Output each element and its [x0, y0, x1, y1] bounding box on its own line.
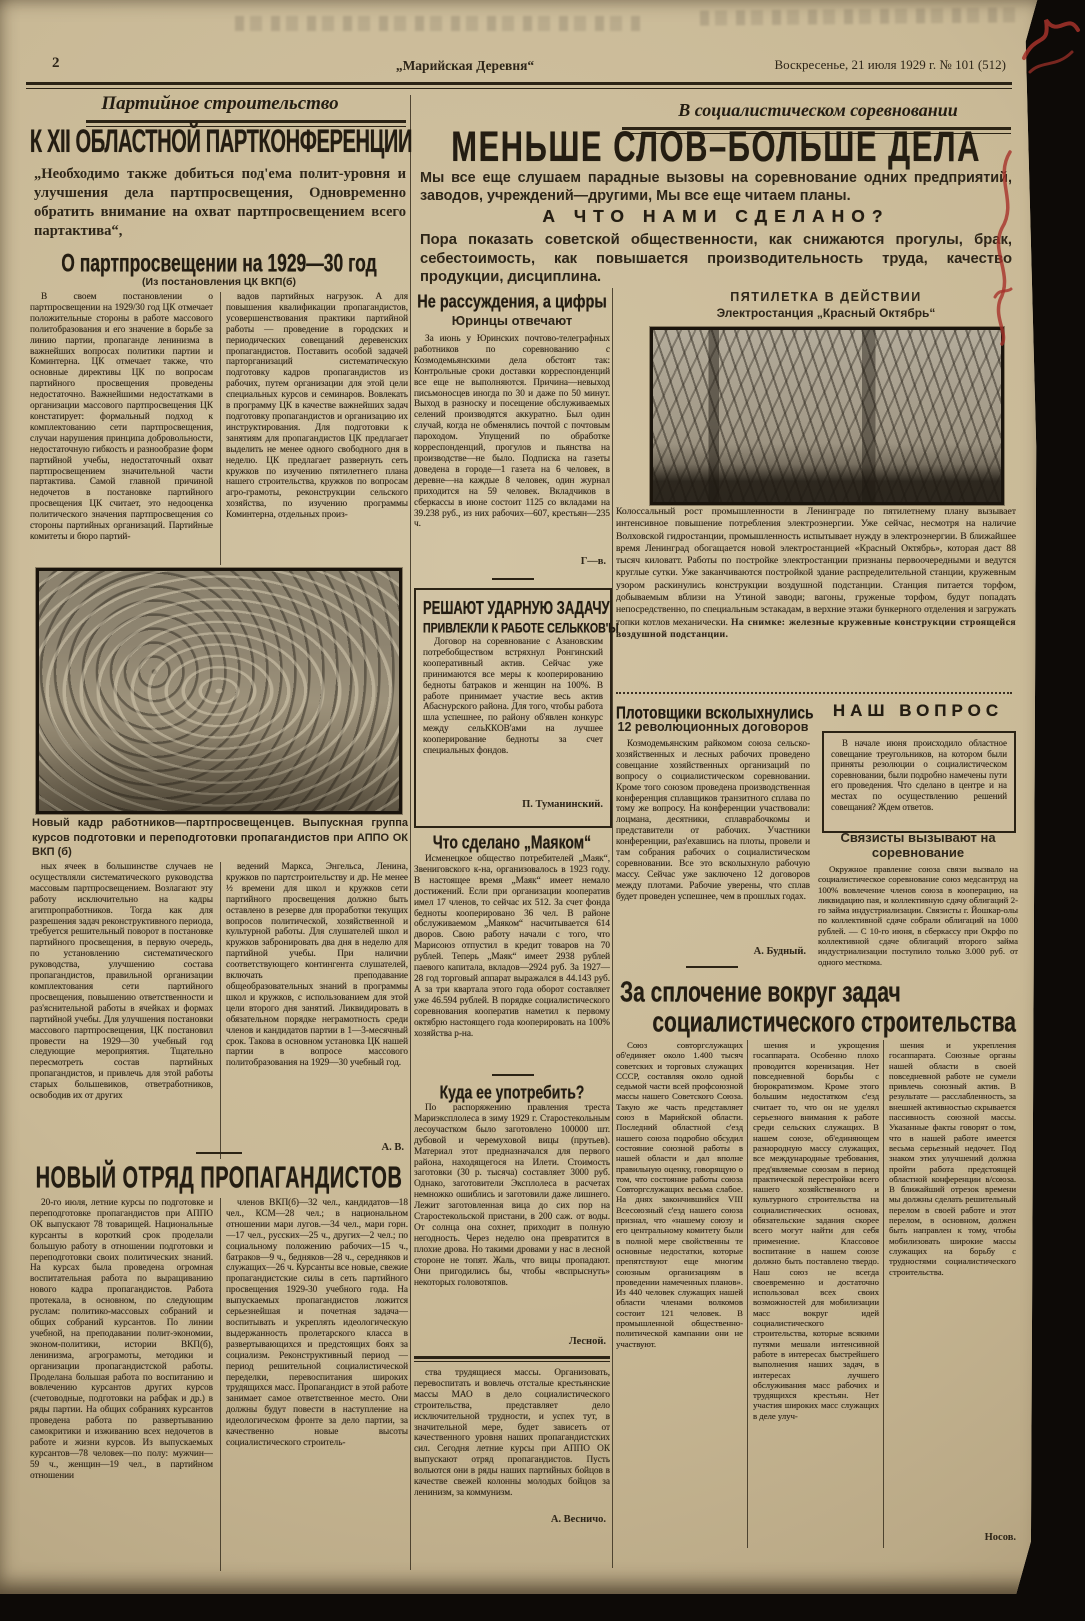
- lead-source-line: (Из постановления ЦК ВКП(б): [142, 276, 296, 288]
- red-pencil-mark: [1016, 2, 1084, 78]
- lead-signature: А. В.: [381, 1142, 404, 1153]
- rally-column-3: шения и укрепления госаппарата. Союзные органы нашей области в своей повседневной работе не сумели привлечь союзный актив. В результате — расслабленность, за внешней активностью скрывается пассивность союзной массы. Указанные факты говорят о том, что в нашей работе имеется весьма серьезный недочет. Под знаком этих улучшений должна пройти работа предстоящей областной конференции в/союза. В ближайший отрезок времени мы должны сделать решительный перелом в своей работе и этот перелом, в основном, должен быть направлен к тому, чтобы мобилизовать широкие массы служащих на борьбу с трудностями социалистического строительства.: [889, 1040, 1016, 1277]
- mayak-body: Исменецкое общество потребителей „Маяк“, Звениговского к-на, организовалось в 1923 году. В настоящее время „Маяк“ имеет немало достижений. Если при организации кооператив имел 17 членов, то сейчас их 512. За счет фонда бедноты кооперировано 36 чел. В районе обслуживаемом „Маяком“ насчитывается 614 дворов. Свою работу начали с того, что Марисоюз отпустил в кредит товаров на 70 рублей. Теперь „Маяк“ имеет 2938 рублей паевого капитала, вкладов—2924 руб. За 1927—28 год торговый аппарат выражался в 44.143 руб. А за три квартала этого года оборот составляет уже 46.594 рублей. В порядке социалистического соревнования кооператив наметил к первому октябрю настоящего года кооперировать на 100% хозяйства р-на.: [414, 854, 610, 1039]
- signalmen-body: Окружное правление союза связи вызвало на социалистическое соревнование союз медсантруд на 100% вовлечение членов союза в кооперацию, на ликвидацию пая, и коллективную сдачу облигаций 2-го займа индустриализации. Связисты г. Йошкар-олы по коллективной сдаче собрали облигаций на 1000 рублей. — С 10-го июня, в сберкассу при Окрфо по коллективной сдаче облигаций второго займа индустриализации поступило только 3.000 руб. от одного месткома.: [818, 864, 1018, 967]
- masthead-rule-thin: [26, 88, 1012, 89]
- masthead-rule-thick: [26, 82, 1012, 85]
- rally-headline-line2: социалистического строительства: [652, 1007, 1016, 1039]
- slogan-para1: Мы все еще слушаем парадные вызовы на соревнование одних предприятий, заводов, учреждений—другими, Мы все еще читаем планы.: [420, 170, 1012, 204]
- five-year-subkicker: Электростанция „Красный Октябрь“: [716, 306, 936, 320]
- figures-body: За июнь у Юринских почтово-телеграфных работников по соревнованию с Козмодемьянскими дела обстоят так: Контрольные сроки доставки корреспонденций все еще не выполняются. Причина—невыход письмоносцев иногда по 30 и даже по 50 минут. Выход в разноску и посещение обслуживаемых селений производятся аккуратно. Был один случай, когда не обменялись почтой с почтовым пароходом. Упущений по обработке корреспонденций, прогулов и пьянства на производстве—не было. Подписка на газеты доведена в городе—1 газета на 6 человек, в деревне—на каждые 8 человек, один журнал приходится на 59 человек. Вкладчиков в сберкассы в июне состоит 1125 со вкладами на 39.238 руб., из них рабочих—607, крестьян—235 ч.: [414, 334, 610, 530]
- masthead-dateline: Воскресенье, 21 июля 1929 г. № 101 (512): [774, 57, 1006, 72]
- figures-headline: Не рассуждения, а цифры: [417, 292, 607, 313]
- figures-subhead: Юринцы отвечают: [451, 313, 573, 328]
- shock-task-body: Договор на соревнование с Азановским потребобществом встряхнул Ронгинский кооперативный актив. Сейчас уже принимаются все меры к кооперированию бедноты батраков и женщин на 100%. В работе принимает участие весь актив Абаснурского района. Для того, чтобы работа шла успешнее, по району об'явлен конкурс между сельККОВ'ами на лучшее кооперирование бедноты за счет специальных фондов.: [423, 637, 603, 757]
- section-dash: [492, 578, 534, 580]
- five-year-caption: [616, 506, 1016, 690]
- page-number: 2: [52, 55, 60, 71]
- our-question-text: В начале июня происходило областное совещание треугольников, на котором были приняты резолюции о социалистическом соревновании, были подробно намечены пути его проведения. Что сделано в центре и на местах по осуществлению решений совещания? Ждем ответов.: [831, 738, 1007, 812]
- photo-caption: Новый кадр работников—партпросвещенцев. Выпускная группа курсов подготовки и переподготовки пропагандистов при АППО ОК ВКП (б): [32, 817, 408, 858]
- five-year-kicker: ПЯТИЛЕТКА В ДЕЙСТВИИ: [730, 290, 922, 304]
- new-squad-column-2: членов ВКП(б)—32 чел., кандидатов—18 чел., КСМ—28 чел.; в национальном отношении мари лугов.—34 чел., мари горн.—17 чел., русских—25 ч., других—2 чел.; по социальному положению рабочих—15 ч., батраков—9 ч., бедняков—28 ч., середняков и служащих—26 ч. Курсанты все новые, свежие пропагандистские силы в сеть партийного просвещения 1929-30 учебного года. На выпускаемых пропагандистов ложится серьезнейшая и почетная задача—воспитывать и укреплять идеологическую выдержанность пролетарского класса в развертывающихся и предстоящих боях за социализм. Реконструктивный период — период решительной социалистической переделки, перевоспитания широких трудящихся масс. Пропагандист в этой работе занимает самое ответственное место. Они должны будут повести в наступление на идеологическом фронте за дело партии, за качественно новые высоты социалистического строитель-: [226, 1198, 408, 1448]
- divider-rule: [414, 1361, 610, 1362]
- lead-column-4: ведений Маркса, Энгельса, Ленина, кружков по партстроительству и др. Не менее ½ времени для школ и кружков сети партийного просвещения должно быть оставлено в резерве для проработки текущих вопросов политической, хозяйственной и культурной работы. Для слушателей школ и кружков забронировать два дня в неделю для партийной учебы. При наличии соответствующего контингента слушателей, включать преподавание общеобразовательных знаний в программы школ и кружков, с использованием для этой цели второго дня занятий. Ликвидировать в обязательном порядке неграмотность среди членов и кандидатов партии в 1—3-месячный срок. Такова в основном установка ЦК нашей партии в вопросе массового политобразования на 1929—30 учебный год.: [226, 862, 408, 1069]
- vitsa-headline: Куда ее употребить?: [439, 1081, 585, 1103]
- power-station-photo: [650, 327, 1004, 505]
- rafters-headline: Плотовщики всколыхнулись: [616, 702, 814, 723]
- squad-continuation: ства трудящиеся массы. Организовать, перевоспитать и вовлечь отсталые крестьянские массы МАО в дело социалистического строительства, представляет дело исключительной трудности, и успех тут, в значительной мере, будет зависеть от качественного уровня наших пропагандистских сил. Сегодня летние курсы при АППО ОК выпускают отряд пропагандистов. Пусть вольются они в ряды наших партийных бойцов в качестве свежей колонны молодых бойцов за ленинизм, за коммунизм.: [414, 1368, 610, 1498]
- bleed-through-text: [235, 16, 645, 31]
- shock-task-headline: РЕШАЮТ УДАРНУЮ ЗАДАЧУ: [423, 597, 610, 619]
- red-pencil-mark: [986, 148, 1022, 346]
- rafters-signature: А. Будный.: [753, 946, 806, 957]
- mayak-headline: Что сделано „Маяком“: [432, 831, 592, 853]
- rally-headline-line1: За сплочение вокруг задач: [620, 977, 901, 1009]
- column-rule: [220, 862, 221, 1159]
- column-rule: [612, 288, 613, 1568]
- masthead-title: „Марийская Деревня“: [395, 58, 535, 73]
- slogan-headline: МЕНЬШЕ СЛОВ–БОЛЬШЕ ДЕЛА: [451, 124, 981, 172]
- rafters-headline2: 12 революционных договоров: [617, 720, 809, 734]
- lead-column-2: вадов партийных нагрузок. А для повышения квалификации пропагандистов, усовершенствования практики партийной работы — проведение в городских и периодических совещаний деревенских пропагандистов. Поставить особой задачей парторганизаций систематическую подготовку кадров пропагандистов из рабочих, путем организации для этой цели специальных курсов и семинаров. Вовлекать в программу ЦК в качестве важнейших задач подготовку пропагандистов и организацию их инструктирования. Для подготовки к занятиям для пропагандистов ЦК предлагает выделить не менее одного свободного дня в неделю. ЦК предлагает развернуть сеть кружков по изучению пятилетнего плана нашего строительства, кружков по вопросам агро-грамоты, реконструкции сельского хозяйства, по изучению программы Коминтерна, отдельных произ-: [226, 292, 408, 521]
- rafters-body: Козмодемьянским райкомом союза сельско-хозяйственных и лесных рабочих проведено совещание хозяйственных организаций по вопросу о социалистическом соревновании. Кроме того союзом проведена производственная конференция сплавщиков транзитного сплава по тому же вопросу. На конференции участвовали: лоцмана, десятники, сплаврабочкомы и представители от рабочих. Участники конференции, раз'ехавшись на плоты, провели и там собрания рабочих о социалистическом соревновании. Все это всколыхнуло рабочую массу. Сейчас уже заключено 12 договоров между плотами. Рабочие уверены, что сплав будет проведен успешнее, чем в прошлых годах.: [616, 739, 810, 902]
- section-dash: [686, 966, 738, 968]
- squad-signature: А. Весничо.: [550, 1514, 606, 1525]
- divider-rule: [414, 1356, 610, 1359]
- lead-column-3: ных ячеек в большинстве случаев не осуществляли систематического руководства массовым партпросвещением. Возлагают эту работу исключительно на кадры агитпропработников. Тогда как для разрешения задач реконструктивного периода, требуется решительный поворот в постановке партийного просвещения, в первую очередь, по установлению систематического руководства, улучшению состава пропагандистов, правильной организации комплектования сети партийного просвещения, повышению ответственности и раз'яснительной работы в ячейках и формах партийной учебы. Для улучшения постановки массового партпросвещения, ЦК постановил провести на 1929—30 учебный год следующие мероприятия. Тщательно пересмотреть состав партийных пропагандистов, и привлечь для этой работы старых большевиков, ответработников, освободив их от других: [30, 862, 213, 1102]
- section-dash: [492, 1074, 534, 1076]
- column-rule: [410, 95, 411, 1570]
- slogan-subhead: А ЧТО НАМИ СДЕЛАНО?: [542, 206, 890, 226]
- figures-signature: Г—в.: [580, 556, 606, 567]
- shock-task-headline2: ПРИВЛЕКЛИ К РАБОТЕ СЕЛЬККОВ'Ы: [423, 620, 619, 637]
- new-squad-column-1: 20-го июля, летние курсы по подготовке и переподготовке пропагандистов при АППО ОК выпускают 78 товарищей. Национальные курсанты в короткий срок проделали большую работу в отношении подготовки и переподготовки своих политических знаний. На курсах была проведена огромная воспитательная работа по выращиванию нового кадра пропагандистов. Работа протекала, в основном, по следующим руслам: политико-массовых собраний и общих собраний курсантов. По линии учебной, на преподавании полит-экономии, эконом-политики, истории ВКП(б), ленинизма, агрограмоты, методики и организации пропагандистской работы. Проделана большая работа по воспитанию и вовлечению курсантов других курсов (счетоводные, подготовки на рабфак и др.) в ряды партии. На общих собраниях курсантов проведена работа по развертыванию самокритики и изживанию всех недочетов в работе и жизни курсов. Из выпускаемых курсантов—78 человек—по полу: мужчин—59 ч., женщин—19 чел., в партийном отношении: [30, 1198, 213, 1481]
- column-rule: [747, 1040, 748, 1548]
- red-pencil-mark: [992, 284, 1014, 304]
- lead-headline: К XII ОБЛАСТНОЙ ПАРТКОНФЕРЕНЦИИ: [29, 123, 413, 161]
- kicker-right: В социалистическом соревновании: [678, 100, 958, 120]
- lead-quote: „Необходимо также добиться под'ема полит-уровня и улучшения дела партпросвещения, Одновременно обратить внимание на охват партпросвещением всего партактива“,: [34, 166, 406, 239]
- caption-note: На снимке: железные кружевные конструкции строящейся воздушной подстанции.: [616, 616, 1016, 640]
- rally-column-2: шения и укрощения госаппарата. Особенно плохо проводится коренизация. Нет повседневной борьбы с бюрократизмом. Кроме этого большим недостатком с'езд считает то, что он не уделял серьезного внимания к работе среди сельских служащих. В нашем союзе, об'единяющем разнородную массу служащих, все международные требования, пред'являемые союзам в период практической перестройки всего нашего хозяйственного и культурного строительства на социалистических основах, обязательские задания скорее всего могут найти для себя применение. Классовое воспитание в нашем союзе должно быть поставлено твердо. Наш союз не всегда своевременно и достаточно использовал всех своих возможностей для мобилизации масс вокруг идей социалистического строительства, которые всякими путями мешали интенсивной работе в интересах быстрейшего выполнения наших задач, в интересах лучшего обслуживания масс рабочих и трудящихся крестьян. Нет участия широких масс служащих в деле улуч-: [753, 1040, 879, 1421]
- new-squad-headline: НОВЫЙ ОТРЯД ПРОПАГАНДИСТОВ: [35, 1160, 403, 1196]
- vitsa-body: По распоряжению правления треста Мариэксплолеса в зиму 1929 г. Старостекольным лесоучастком было заготовлено 100000 шт. дубовой и черемуховой вицы (прутьев). Материал этот предназначался для первого района, находящегося на Илети. Стоимость заготовки (30 р. тысяча) составляет 3000 руб. Однако, заготовители Эксплолеса в расчетах немножко ошиблись и заготовили даже лишнего. Лежит заготовленная вица до сих пор на Старостекольской пристани, в 200 саж. от воды. От солнца она сохнет, приходит в полную негодность. Через неделю она превратится в плохие дрова. Но такими дровами у нас в лесной стороне не топят. Жаль, что вицы пропадают. Они пригодились бы, чтобы «вспрыснуть» некоторых головотяпов.: [414, 1103, 610, 1288]
- graduates-group-photo: [36, 568, 402, 814]
- rally-column-1: Союз совторгслужащих об'единяет около 1.400 тысяч советских и торговых служащих СССР, составляя около одной седьмой части всей профсоюзной массы нашего Советского Союза. Такую же часть представляет союз в Марийской области. Последний областной с'езд нашего союза подробно обсудил состояние союзной работы в нашей области и дал вполне правильную оценку, говорящую о том, что состояние работы союза Совторгслужащих весьма слабое. На днях закончившийся VIII Всесоюзный с'езд нашего союза признал, что «нашему союзу и его центральному комитету были в полной мере свойственны те основные недостатки, которые препятствуют еще многим союзным организациям в проведении намеченных планов». Из 440 человек служащих нашей области членами волкомов состоит 121 человек. В промышленной общественно-политической кампании они не участвуют.: [616, 1040, 743, 1349]
- shock-task-box: [414, 588, 619, 828]
- column-rule: [220, 292, 221, 565]
- column-rule: [883, 1040, 884, 1548]
- column-rule: [220, 1198, 221, 1571]
- slogan-para2: Пора показать советской общественности, как снижаются прогулы, брак, себестоимость, как повышается производительность труда, качество продукции, дисциплина.: [420, 232, 1012, 285]
- lead-column-1: В своем постановлении о партпросвещении на 1929/30 год ЦК отмечает положительные стороны в работе массового политобразования и его значение в борьбе за линию партии, пропаганде ленинизма в важнейших вопросах политики партии и Коминтерна. ЦК отмечает также, что основные директивы ЦК по вопросам партийного просвещения проведены недостаточно. Важнейшими недостатками в организации массового партпросвещения ЦК констатирует: формальный подход к комплектованию сети партпросвещения, случаи нарушения принципа добровольности, недостаточную гибкость и разнообразие форм партийной учебы, недостаточный охват партпросвещением значительной части партактива. Самой главной причиной недочетов в постановке партийного просвещения ЦК считает, это недооценка политического значения партпросвещения со стороны партийных организаций. Партийные комитеты и бюро партий-: [30, 292, 213, 542]
- wavy-rule: [616, 692, 1012, 694]
- section-dash: [196, 1152, 242, 1154]
- our-question-headline: НАШ ВОПРОС: [832, 701, 1004, 720]
- shock-task-signature: П. Туманинский.: [522, 799, 603, 810]
- vitsa-signature: Лесной.: [568, 1336, 606, 1347]
- kicker-left: Партийное строительство: [101, 93, 339, 114]
- rally-signature: Носов.: [984, 1532, 1016, 1543]
- signalmen-headline: Связисты вызывают на соревнование: [840, 830, 996, 860]
- our-question-box: [822, 731, 1016, 833]
- lead-subhead: О партпросвещении на 1929—30 год: [61, 248, 377, 278]
- caption-text: Колоссальный рост промышленности в Ленинграде по пятилетнему плану вызывает интенсивное повышение потребления электроэнергии. Уже сейчас, несмотря на наличие Волховской гидростанции, промышленность испытывает нужду в электроэнергии. В ближайшее время Ленинград обогащается новой электростанцией «Красный Октябрь», которая даст 88 тысяч киловатт. Работы по постройке электростанции признаны первоочередными и ведутся круглые сутки. Уже заканчиваются постройкой здание распределительной станции, кружевным узором раскинулись конструкции воздушной подстанции. Станция питается торфом, добываемым вблизи на Утиной заводи; вагоны, груженые торфом, будут попадать непосредственно, по специальным эстакадам, в верхние этажи бункерного отделения и загружать топки котлов механически.: [616, 506, 1016, 628]
